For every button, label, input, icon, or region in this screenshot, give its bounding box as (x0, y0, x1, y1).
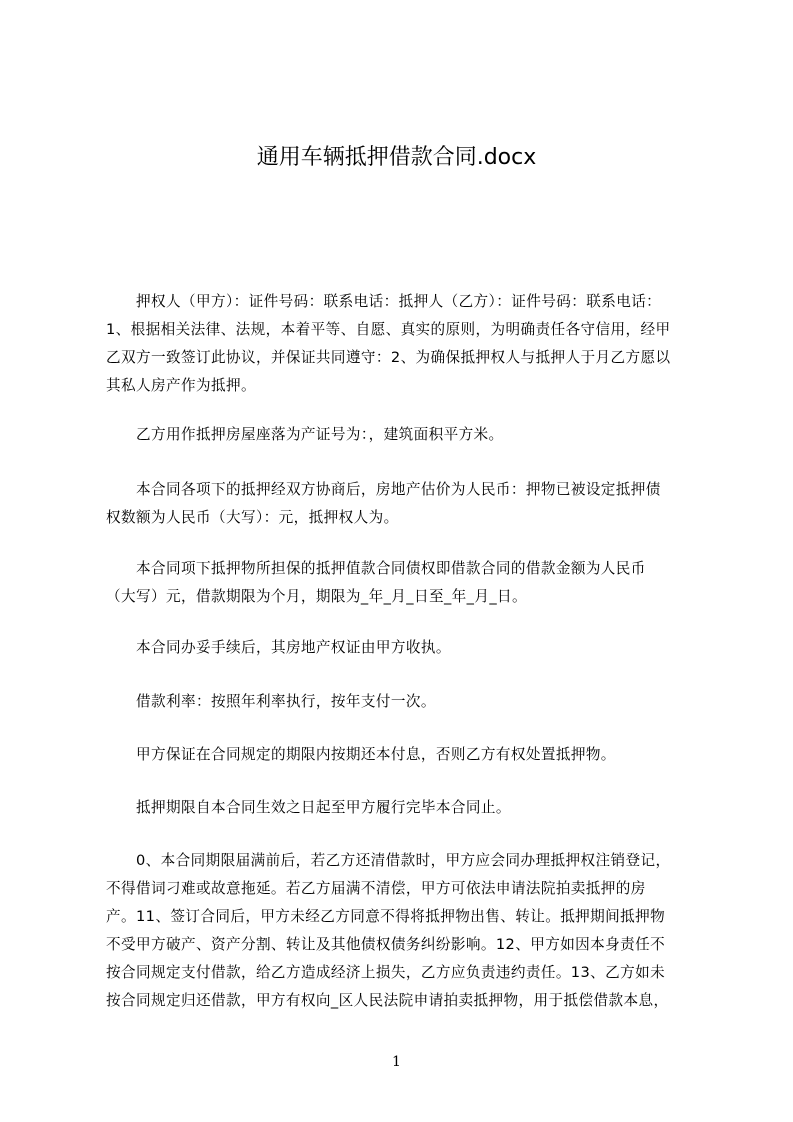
paragraph-line: 甲方保证在合同规定的期限内按期还本付息，否则乙方有权处置抵押物。 (136, 746, 616, 763)
paragraph-certificate (106, 634, 698, 662)
paragraph-line: 1、根据相关法律、法规，本着平等、自愿、真实的原则，为明确责任各守信用，经甲 (106, 321, 671, 338)
paragraph-line: 权数额为人民币（大写）：元，抵押权人为。 (106, 509, 399, 526)
paragraph-line: 乙方用作抵押房屋座落为产证号为：，建筑面积平方米。 (136, 426, 504, 443)
paragraph-clauses (106, 847, 698, 1015)
paragraph-line: 本合同办妥手续后，其房地产权证由甲方收执。 (136, 639, 451, 656)
paragraph-line: 押权人（甲方）：证件号码：联系电话：抵押人（乙方）：证件号码：联系电话： (136, 293, 662, 310)
paragraph-line: 其私人房产作为抵押。 (106, 377, 256, 394)
paragraph-term (106, 794, 698, 822)
paragraph-repayment (106, 741, 698, 769)
paragraph-parties (106, 288, 698, 400)
paragraph-loan-amount (106, 555, 698, 611)
paragraph-line: 不得借词刁难或故意拖延。若乙方届满不清偿，甲方可依法申请法院拍卖抵押的房 (106, 880, 646, 897)
page-number: 1 (392, 1054, 401, 1070)
paragraph-line: 本合同项下抵押物所担保的抵押值款合同债权即借款合同的借款金额为人民币 (136, 560, 646, 577)
paragraph-line: 0、本合同期限届满前后，若乙方还清借款时，甲方应会同办理抵押权注销登记， (136, 852, 671, 869)
paragraph-line: 抵押期限自本合同生效之日起至甲方履行完毕本合同止。 (136, 799, 511, 816)
document-title: 通用车辆抵押借款合同.docx (256, 145, 537, 170)
paragraph-line: （大写）元，借款期限为个月，期限为_年_月_日至_年_月_日。 (106, 588, 528, 605)
paragraph-property (106, 421, 698, 449)
paragraph-line: 按合同规定归还借款，甲方有权向_区人民法院申请拍卖抵押物，用于抵偿借款本息， (106, 992, 669, 1009)
paragraph-line: 按合同规定支付借款，给乙方造成经济上损失，乙方应负责违约责任。13、乙方如未 (106, 964, 666, 981)
paragraph-line: 产。11、签订合同后，甲方未经乙方同意不得将抵押物出售、转让。抵押期间抵押物 (106, 908, 666, 925)
paragraph-line: 不受甲方破产、资产分割、转让及其他债权债务纠纷影响。12、甲方如因本身责任不 (106, 936, 666, 953)
paragraph-line: 借款利率：按照年利率执行，按年支付一次。 (136, 693, 436, 710)
paragraph-interest (106, 688, 698, 716)
paragraph-valuation (106, 476, 698, 532)
paragraph-line: 乙双方一致签订此协议，并保证共同遵守：2、为确保抵押权人与抵押人于月乙方愿以 (106, 349, 671, 366)
paragraph-line: 本合同各项下的抵押经双方协商后，房地产估价为人民币：押物已被设定抵押债 (136, 481, 661, 498)
